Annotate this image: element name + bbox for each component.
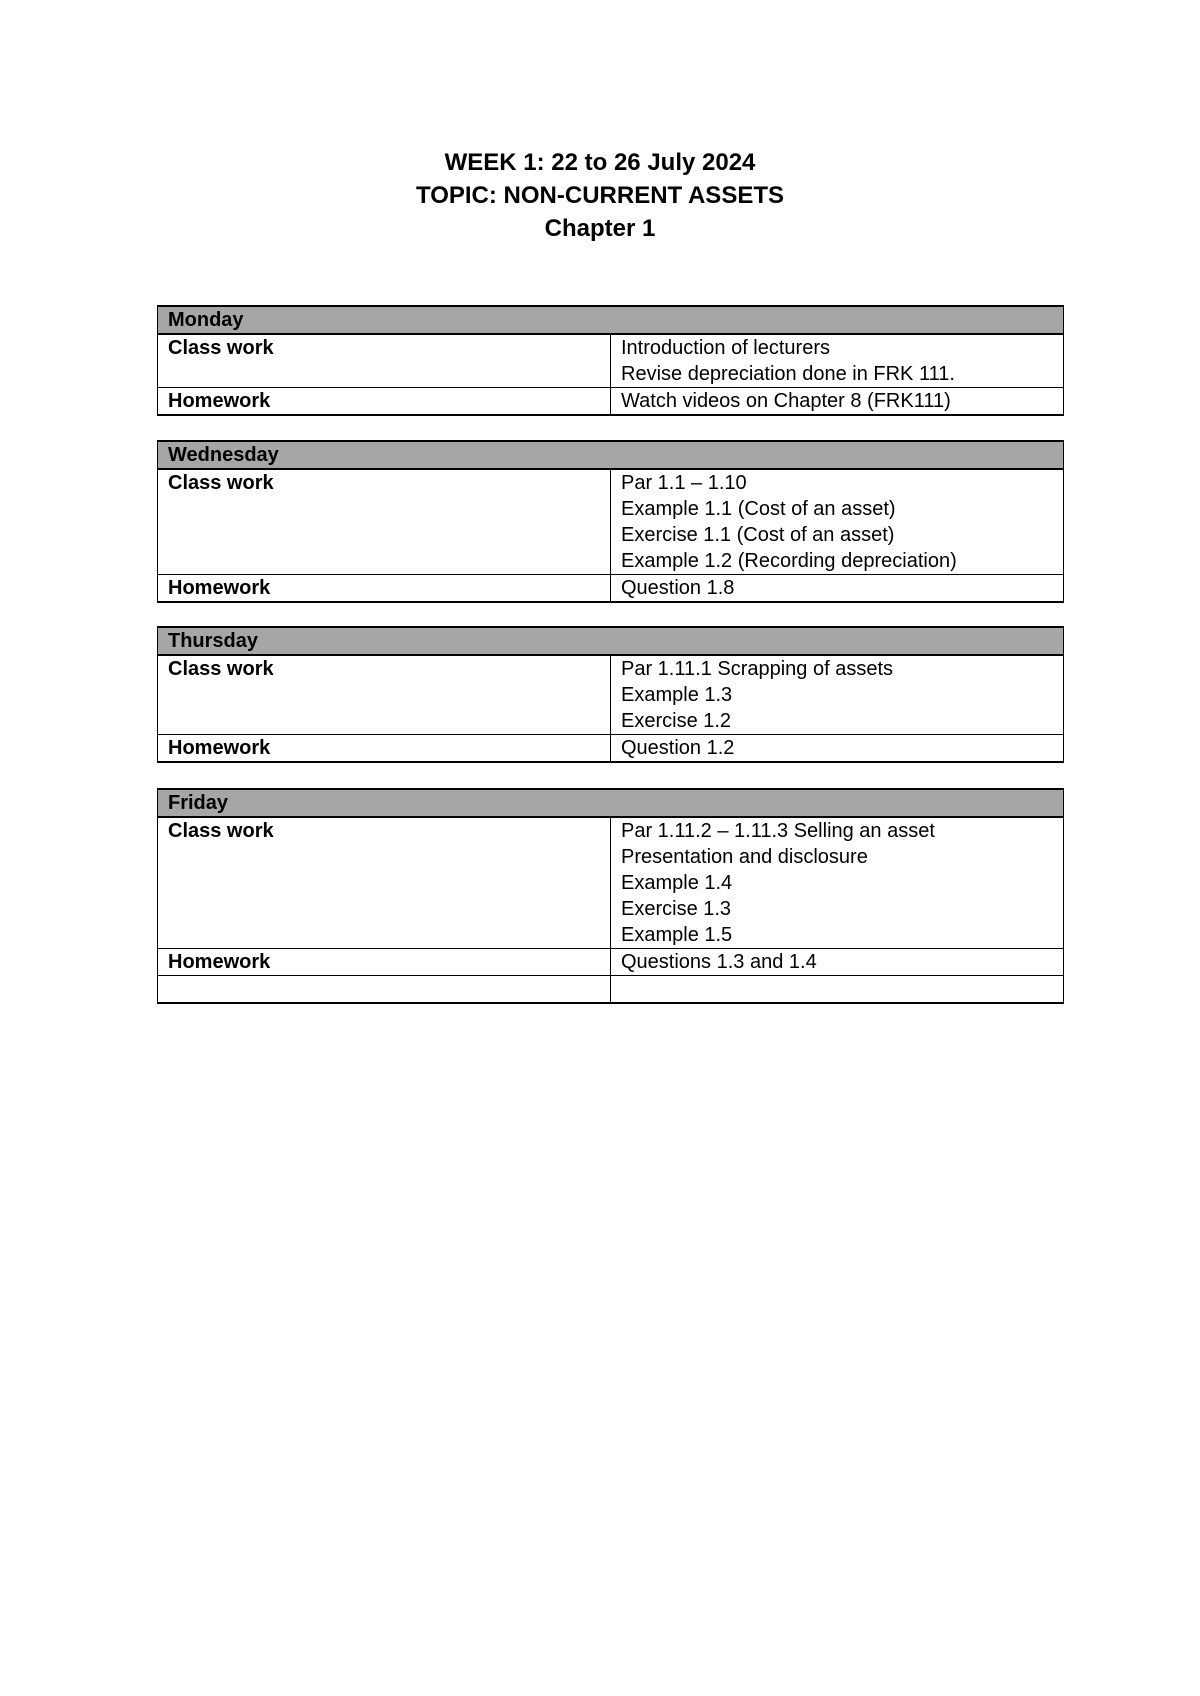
class-work-item: Example 1.2 (Recording depreciation) [621, 550, 957, 572]
class-work-row [158, 334, 1064, 388]
class-work-row [158, 469, 1064, 575]
homework-row [158, 949, 1064, 976]
day-header-row [158, 627, 1064, 655]
class-work-item: Revise depreciation done in FRK 111. [621, 363, 955, 385]
wednesday-table [157, 440, 1064, 603]
homework-label: Homework [158, 388, 611, 416]
day-name: Thursday [158, 627, 1064, 655]
class-work-item: Example 1.1 (Cost of an asset) [621, 498, 896, 520]
monday-table [157, 305, 1064, 416]
day-name: Friday [158, 789, 1064, 817]
day-header-row [158, 306, 1064, 334]
class-work-item: Par 1.11.2 – 1.11.3 Selling an asset [621, 820, 935, 842]
class-work-row [158, 655, 1064, 735]
class-work-item: Example 1.5 [621, 924, 733, 946]
class-work-label: Class work [158, 655, 611, 735]
class-work-label: Class work [158, 469, 611, 575]
empty-cell [158, 976, 611, 1004]
homework-content: Watch videos on Chapter 8 (FRK111) [611, 388, 1064, 416]
week-title: WEEK 1: 22 to 26 July 2024 [444, 149, 756, 176]
class-work-item: Presentation and disclosure [621, 846, 868, 868]
class-work-item: Example 1.4 [621, 872, 733, 894]
homework-content: Questions 1.3 and 1.4 [611, 949, 1064, 976]
class-work-item: Introduction of lecturers [621, 337, 830, 359]
class-work-item: Example 1.3 [621, 684, 733, 706]
class-work-item: Exercise 1.2 [621, 710, 732, 732]
empty-cell [611, 976, 1064, 1004]
homework-label: Homework [158, 575, 611, 603]
class-work-content [611, 469, 1064, 575]
class-work-label: Class work [158, 334, 611, 388]
class-work-content [611, 655, 1064, 735]
friday-table [157, 788, 1064, 1004]
homework-row [158, 575, 1064, 603]
thursday-table [157, 626, 1064, 763]
homework-row [158, 735, 1064, 763]
topic-title: TOPIC: NON-CURRENT ASSETS [415, 182, 784, 209]
class-work-item: Par 1.1 – 1.10 [621, 472, 747, 494]
day-name: Wednesday [158, 441, 1064, 469]
homework-label: Homework [158, 735, 611, 763]
chapter-title: Chapter 1 [544, 215, 656, 242]
document-header [0, 146, 1200, 245]
day-header-row [158, 789, 1064, 817]
class-work-row [158, 817, 1064, 949]
empty-row [158, 976, 1064, 1004]
homework-label: Homework [158, 949, 611, 976]
homework-content: Question 1.8 [611, 575, 1064, 603]
day-header-row [158, 441, 1064, 469]
day-name: Monday [158, 306, 1064, 334]
class-work-label: Class work [158, 817, 611, 949]
class-work-content [611, 334, 1064, 388]
class-work-item: Exercise 1.1 (Cost of an asset) [621, 524, 895, 546]
class-work-item: Exercise 1.3 [621, 898, 732, 920]
homework-row [158, 388, 1064, 416]
class-work-item: Par 1.11.1 Scrapping of assets [621, 658, 894, 680]
homework-content: Question 1.2 [611, 735, 1064, 763]
class-work-content [611, 817, 1064, 949]
